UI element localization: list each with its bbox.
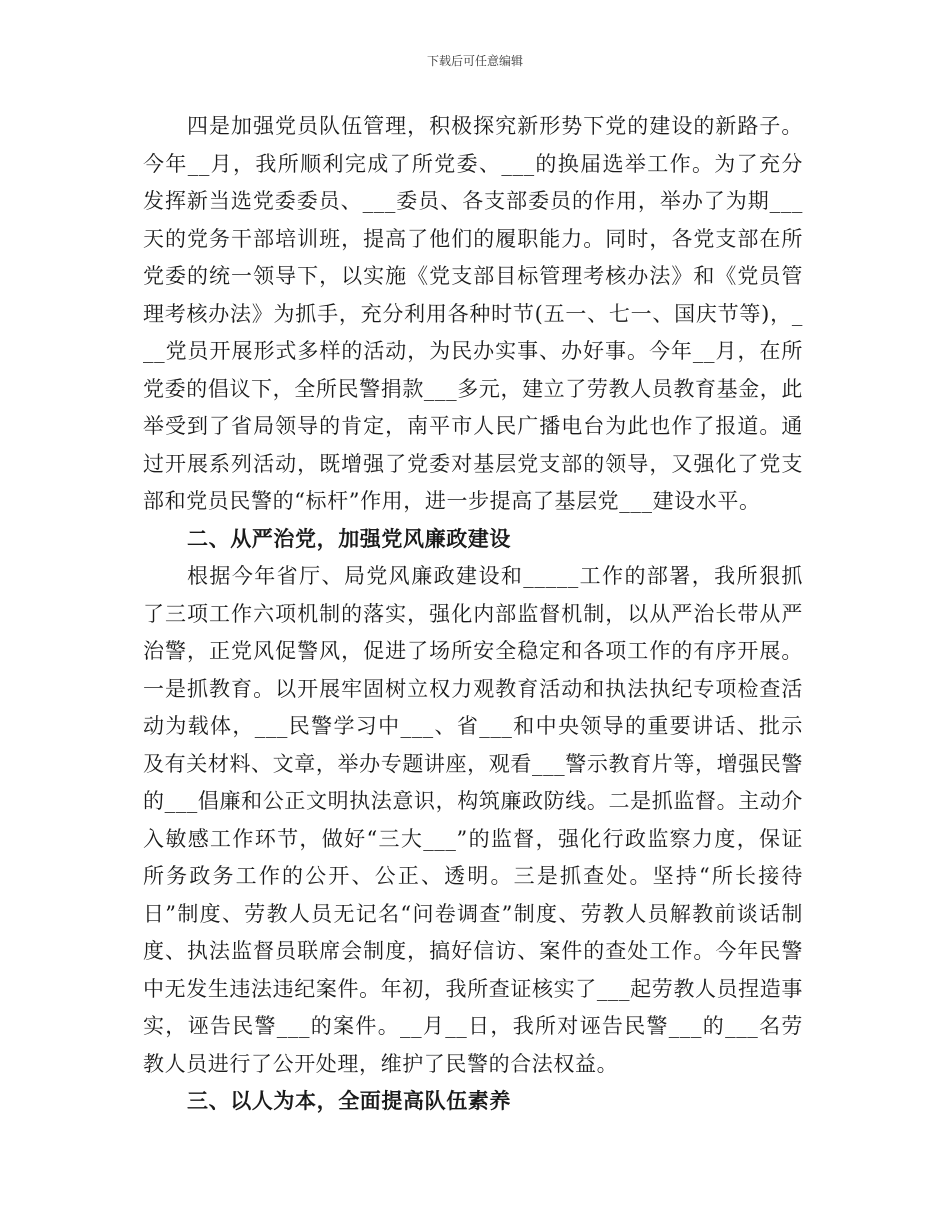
paragraph-anti-corruption: 根据今年省厅、局党风廉政建设和_____工作的部署，我所狠抓了三项工作六项机制的落实，强化内部监督机制，以从严治长带从严治警，正党风促警风，促进了场所安全稳定和各项工作的有序开展。一是抓教育。以开展牢固树立权力观教育活动和执法执纪专项检查活动为载体，___民警学习中___、省___和中央领导的重要讲话、批示及有关材料、文章，举办专题讲座，观看___警示教育片等，增强民警的___倡廉和公正文明执法意识，构筑廉政防线。二是抓监督。主动介入敏感工作环节，做好“三大___”的监督，强化行政监察力度，保证所务政务工作的公开、公正、透明。三是抓查处。坚持“所长接待日”制度、劳教人员无记名“问卷调查”制度、劳教人员解教前谈话制度、执法监督员联席会制度，搞好信访、案件的查处工作。今年民警中无发生违法违纪案件。年初，我所查证核实了___起劳教人员捏造事实，诬告民警___的案件。__月__日，我所对诬告民警___的___名劳教人员进行了公开处理，维护了民警的合法权益。 [143, 564, 803, 1076]
paragraph-party-member-management: 四是加强党员队伍管理，积极探究新形势下党的建设的新路子。今年__月，我所顺利完成了所党委、___的换届选举工作。为了充分发挥新当选党委委员、___委员、各支部委员的作用，举办了为期___天的党务干部培训班，提高了他们的履职能力。同时，各党支部在所党委的统一领导下，以实施《党支部目标管理考核办法》和《党员管理考核办法》为抓手，充分利用各种时节(五一、七一、国庆节等)，___党员开展形式多样的活动，为民办实事、办好事。今年__月，在所党委的倡议下，全所民警捐款___多元，建立了劳教人员教育基金，此举受到了省局领导的肯定，南平市人民广播电台为此也作了报道。通过开展系列活动，既增强了党委对基层党支部的领导，又强化了党支部和党员民警的“标杆”作用，进一步提高了基层党___建设水平。 [143, 114, 803, 513]
document-body [143, 108, 803, 1121]
page-header: 下载后可任意编辑 [426, 54, 523, 68]
section-heading-2: 二、从严治党，加强党风廉政建设 [187, 526, 511, 551]
section-heading-3: 三、以人为本，全面提高队伍素养 [187, 1089, 511, 1113]
